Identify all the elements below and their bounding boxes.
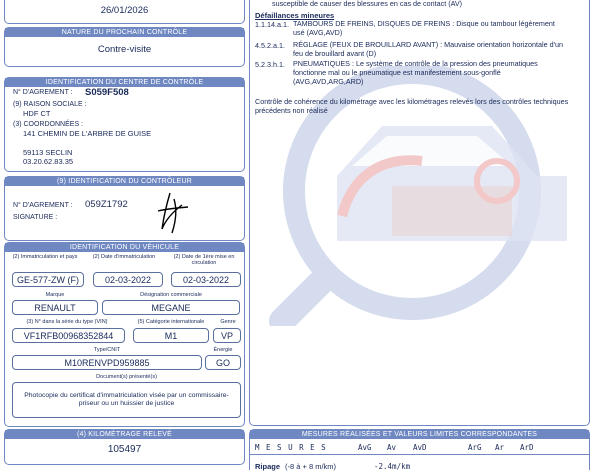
first-reg-label: (2) Date de 1ère mise en circulation <box>173 254 235 266</box>
inspector-signature <box>150 189 195 239</box>
vehicle-header: IDENTIFICATION DU VÉHICULE <box>5 243 244 252</box>
odometer-note: Contrôle de cohérence du kilométrage avec les kilométrages relevés lors des contrôles techniques précédents non réalisé <box>255 97 569 115</box>
vehicle-panel <box>4 242 245 427</box>
coords-label: (3) COORDONNÉES : <box>13 121 84 128</box>
reg-date-label: (2) Date d'immatriculation <box>92 254 156 260</box>
inspector-header: (9) IDENTIFICATION DU CONTRÔLEUR <box>5 177 244 186</box>
center-approval-label: N° D'AGREMENT : <box>13 89 73 96</box>
make-label: Marque <box>45 292 65 298</box>
mileage-header: (4) KILOMÉTRAGE RELEVÉ <box>5 430 244 439</box>
measures-col-title: M E S U R E S <box>255 443 327 452</box>
next-inspection-value: Contre-visite <box>97 44 152 55</box>
make-value: RENAULT <box>12 300 98 315</box>
minor-defects-title: Défaillances mineures <box>255 11 335 20</box>
col-arg: ArG <box>468 443 482 452</box>
reg-label: (2) Immatriculation et pays <box>12 254 78 260</box>
inspector-approval-value: 059Z1792 <box>85 199 128 210</box>
energy-value: GO <box>205 355 241 370</box>
center-approval-value: S059F508 <box>85 87 129 98</box>
mileage-value: 105497 <box>107 444 142 455</box>
mileage-panel <box>4 429 245 465</box>
first-reg-value: 02-03-2022 <box>171 272 241 287</box>
col-avd: AvD <box>413 443 427 452</box>
docs-label: Document(s) présenté(s) <box>96 374 157 380</box>
company-label: (9) RAISON SOCIALE : <box>13 101 87 108</box>
inspection-date: 26/01/2026 <box>100 5 149 16</box>
ripage-label: Ripage <box>255 462 281 471</box>
type-label: Type/CNIT <box>93 347 121 353</box>
col-ar: Ar <box>495 443 505 452</box>
col-av: Av <box>387 443 397 452</box>
center-phone: 03.20.62.83.35 <box>23 157 74 166</box>
category-value: M1 <box>133 328 209 343</box>
measures-header: MESURES RÉALISÉES ET VALEURS LIMITES CORRESPONDANTES <box>250 430 589 439</box>
defect-code: 5.2.3.h.1. <box>255 60 285 69</box>
defect-text: PNEUMATIQUES : Le système de contrôle de la pression des pneumatiques fonctionne mal ou le pneumatique est manifestement sous-gonflé (AVG,AVD,ARG,ARD) <box>293 59 538 86</box>
type-value: M10RENVPD959885 <box>12 355 202 370</box>
measures-divider <box>250 454 589 455</box>
genre-label: Genre <box>220 319 236 325</box>
docs-value: Photocopie du certificat d'immatriculation visée par un commissaire-priseur ou un huissier de justice <box>12 382 241 418</box>
ripage-value: -2.4m/km <box>374 462 411 471</box>
model-label: Désignation commerciale <box>140 292 202 298</box>
col-ard: ArD <box>520 443 534 452</box>
defect-text: TAMBOURS DE FREINS, DISQUES DE FREINS : Disque ou tambour légèrement usé (AVG,AVD) <box>293 19 555 37</box>
date-panel <box>4 0 245 24</box>
next-inspection-header: NATURE DU PROCHAIN CONTRÔLE <box>5 28 244 37</box>
defects-top-line: susceptible de causer des blessures en cas de contact (AV) <box>272 0 463 8</box>
inspector-approval-label: N° D'AGREMENT : <box>13 202 73 209</box>
defect-text: RÉGLAGE (FEUX DE BROUILLARD AVANT) : Mauvaise orientation horizontale d'un feu de brouillard avant (D) <box>293 40 563 58</box>
defect-code: 1.1.14.a.1. <box>255 20 289 29</box>
reg-date-value: 02-03-2022 <box>93 272 163 287</box>
defect-code: 4.5.2.a.1. <box>255 41 285 50</box>
col-avg: AvG <box>358 443 372 452</box>
energy-label: Énergie <box>213 347 233 353</box>
genre-value: VP <box>213 328 241 343</box>
signature-label: SIGNATURE : <box>13 214 58 221</box>
center-address: 141 CHEMIN DE L'ARBRE DE GUISE <box>23 129 152 138</box>
ripage-unit: (-8 à + 8 m/km) <box>285 462 337 471</box>
center-city: 59113 SECLIN <box>23 148 73 157</box>
vin-label: (3) N° dans la série du type (VIN) <box>26 319 108 325</box>
inspector-panel <box>4 176 245 241</box>
model-value: MEGANE <box>102 300 240 315</box>
next-inspection-panel <box>4 27 245 67</box>
category-label: (5) Catégorie internationale <box>137 319 205 325</box>
vin-value: VF1RFB00968352844 <box>12 328 125 343</box>
company-value: HDF CT <box>23 109 51 118</box>
control-center-header: IDENTIFICATION DU CENTRE DE CONTRÔLE <box>5 78 244 87</box>
reg-value: GE-577-ZW (F) <box>12 272 84 287</box>
control-center-panel <box>4 77 245 172</box>
measures-panel <box>249 429 590 470</box>
